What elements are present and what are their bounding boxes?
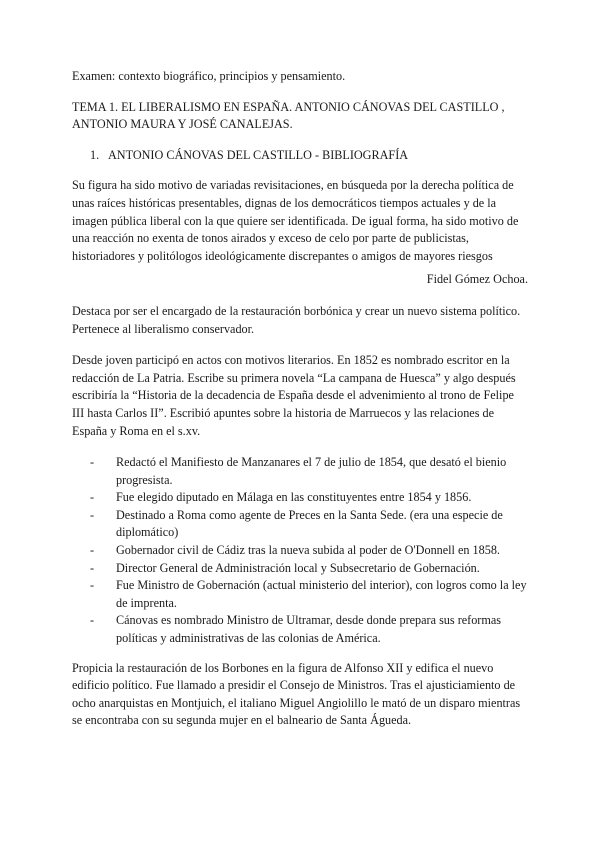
quote-paragraph: Su figura ha sido motivo de variadas revisitaciones, en búsqueda por la derecha política de unas raíces históricas presentables, dignas de los democráticos tiempos actuales y de la imagen pública liberal con la que quiere ser identificada. De igual forma, ha sido motivo de una reacción no exenta de tonos airados y exceso de celo por parte de publicistas, historiadores y politólogos ideológicamente discrepantes o amigos de mayores riesgos [72, 178, 519, 263]
list-item-text: Cánovas es nombrado Ministro de Ultramar, desde donde prepara sus reformas políticas y administrativas de las colonias de América. [116, 613, 502, 646]
bullet-dash: - [90, 543, 95, 558]
list-item [90, 560, 528, 578]
biography-paragraph: Desde joven participó en actos con motivos literarios. En 1852 es nombrado escritor en la redacción de La Patria. Escribe su primera novela “La campana de Huesca” y algo después escribiría la “Historia de la decadencia de España desde el advenimiento al trono de Felipe III hasta Carlos II”. Escribió apuntes sobre la historia de Marruecos y las relaciones de España y Roma en el s.xv. [72, 353, 516, 438]
bullet-dash: - [90, 578, 95, 593]
exam-subtitle: Examen: contexto biográfico, principios y pensamiento. [72, 69, 346, 83]
quote-author: Fidel Gómez Ochoa. [426, 272, 528, 287]
list-item-text: Fue elegido diputado en Málaga en las constituyentes entre 1854 y 1856. [116, 490, 472, 505]
list-item [90, 577, 528, 612]
section-heading [72, 147, 528, 165]
career-list [72, 454, 528, 648]
list-item-text: Redactó el Manifiesto de Manzanares el 7 de julio de 1854, que desató el bienio progresista. [116, 455, 507, 487]
list-item [90, 612, 528, 647]
section-number: 1. [90, 147, 100, 162]
list-item [90, 454, 528, 489]
bullet-dash: - [90, 613, 95, 628]
list-item-text: Destinado a Roma como agente de Preces en la Santa Sede. (era una especie de diplomático) [116, 507, 503, 540]
section-title: ANTONIO CÁNOVAS DEL CASTILLO - BIBLIOGRAFÍA [108, 147, 409, 162]
list-item-text: Director General de Administración local y Subsecretario de Gobernación. [116, 560, 480, 575]
bullet-dash: - [90, 507, 95, 522]
bullet-dash: - [90, 560, 95, 575]
list-item [90, 489, 528, 507]
bullet-dash: - [90, 490, 95, 505]
topic-title: TEMA 1. EL LIBERALISMO EN ESPAÑA. ANTONIO CÁNOVAS DEL CASTILLO , ANTONIO MAURA Y JOSÉ CANALEJAS. [72, 99, 505, 132]
restoration-paragraph: Propicia la restauración de los Borbones en la figura de Alfonso XII y edifica el nuevo edificio político. Fue llamado a presidir el Consejo de Ministros. Tras el ajusticiamiento de ocho anarquistas en Montjuich, el italiano Miguel Angiolillo le mató de un disparo mientras se encontraba con su segunda mujer en el balneario de Santa Águeda. [72, 660, 521, 728]
bullet-dash: - [90, 455, 95, 470]
list-item [90, 542, 528, 560]
list-item-text: Gobernador civil de Cádiz tras la nueva subida al poder de O'Donnell en 1858. [116, 543, 500, 558]
list-item [90, 507, 528, 542]
intro-paragraph: Destaca por ser el encargado de la restauración borbónica y crear un nuevo sistema político. Pertenece al liberalismo conservador. [72, 303, 521, 336]
list-item-text: Fue Ministro de Gobernación (actual ministerio del interior), con logros como la ley de imprenta. [116, 578, 527, 610]
